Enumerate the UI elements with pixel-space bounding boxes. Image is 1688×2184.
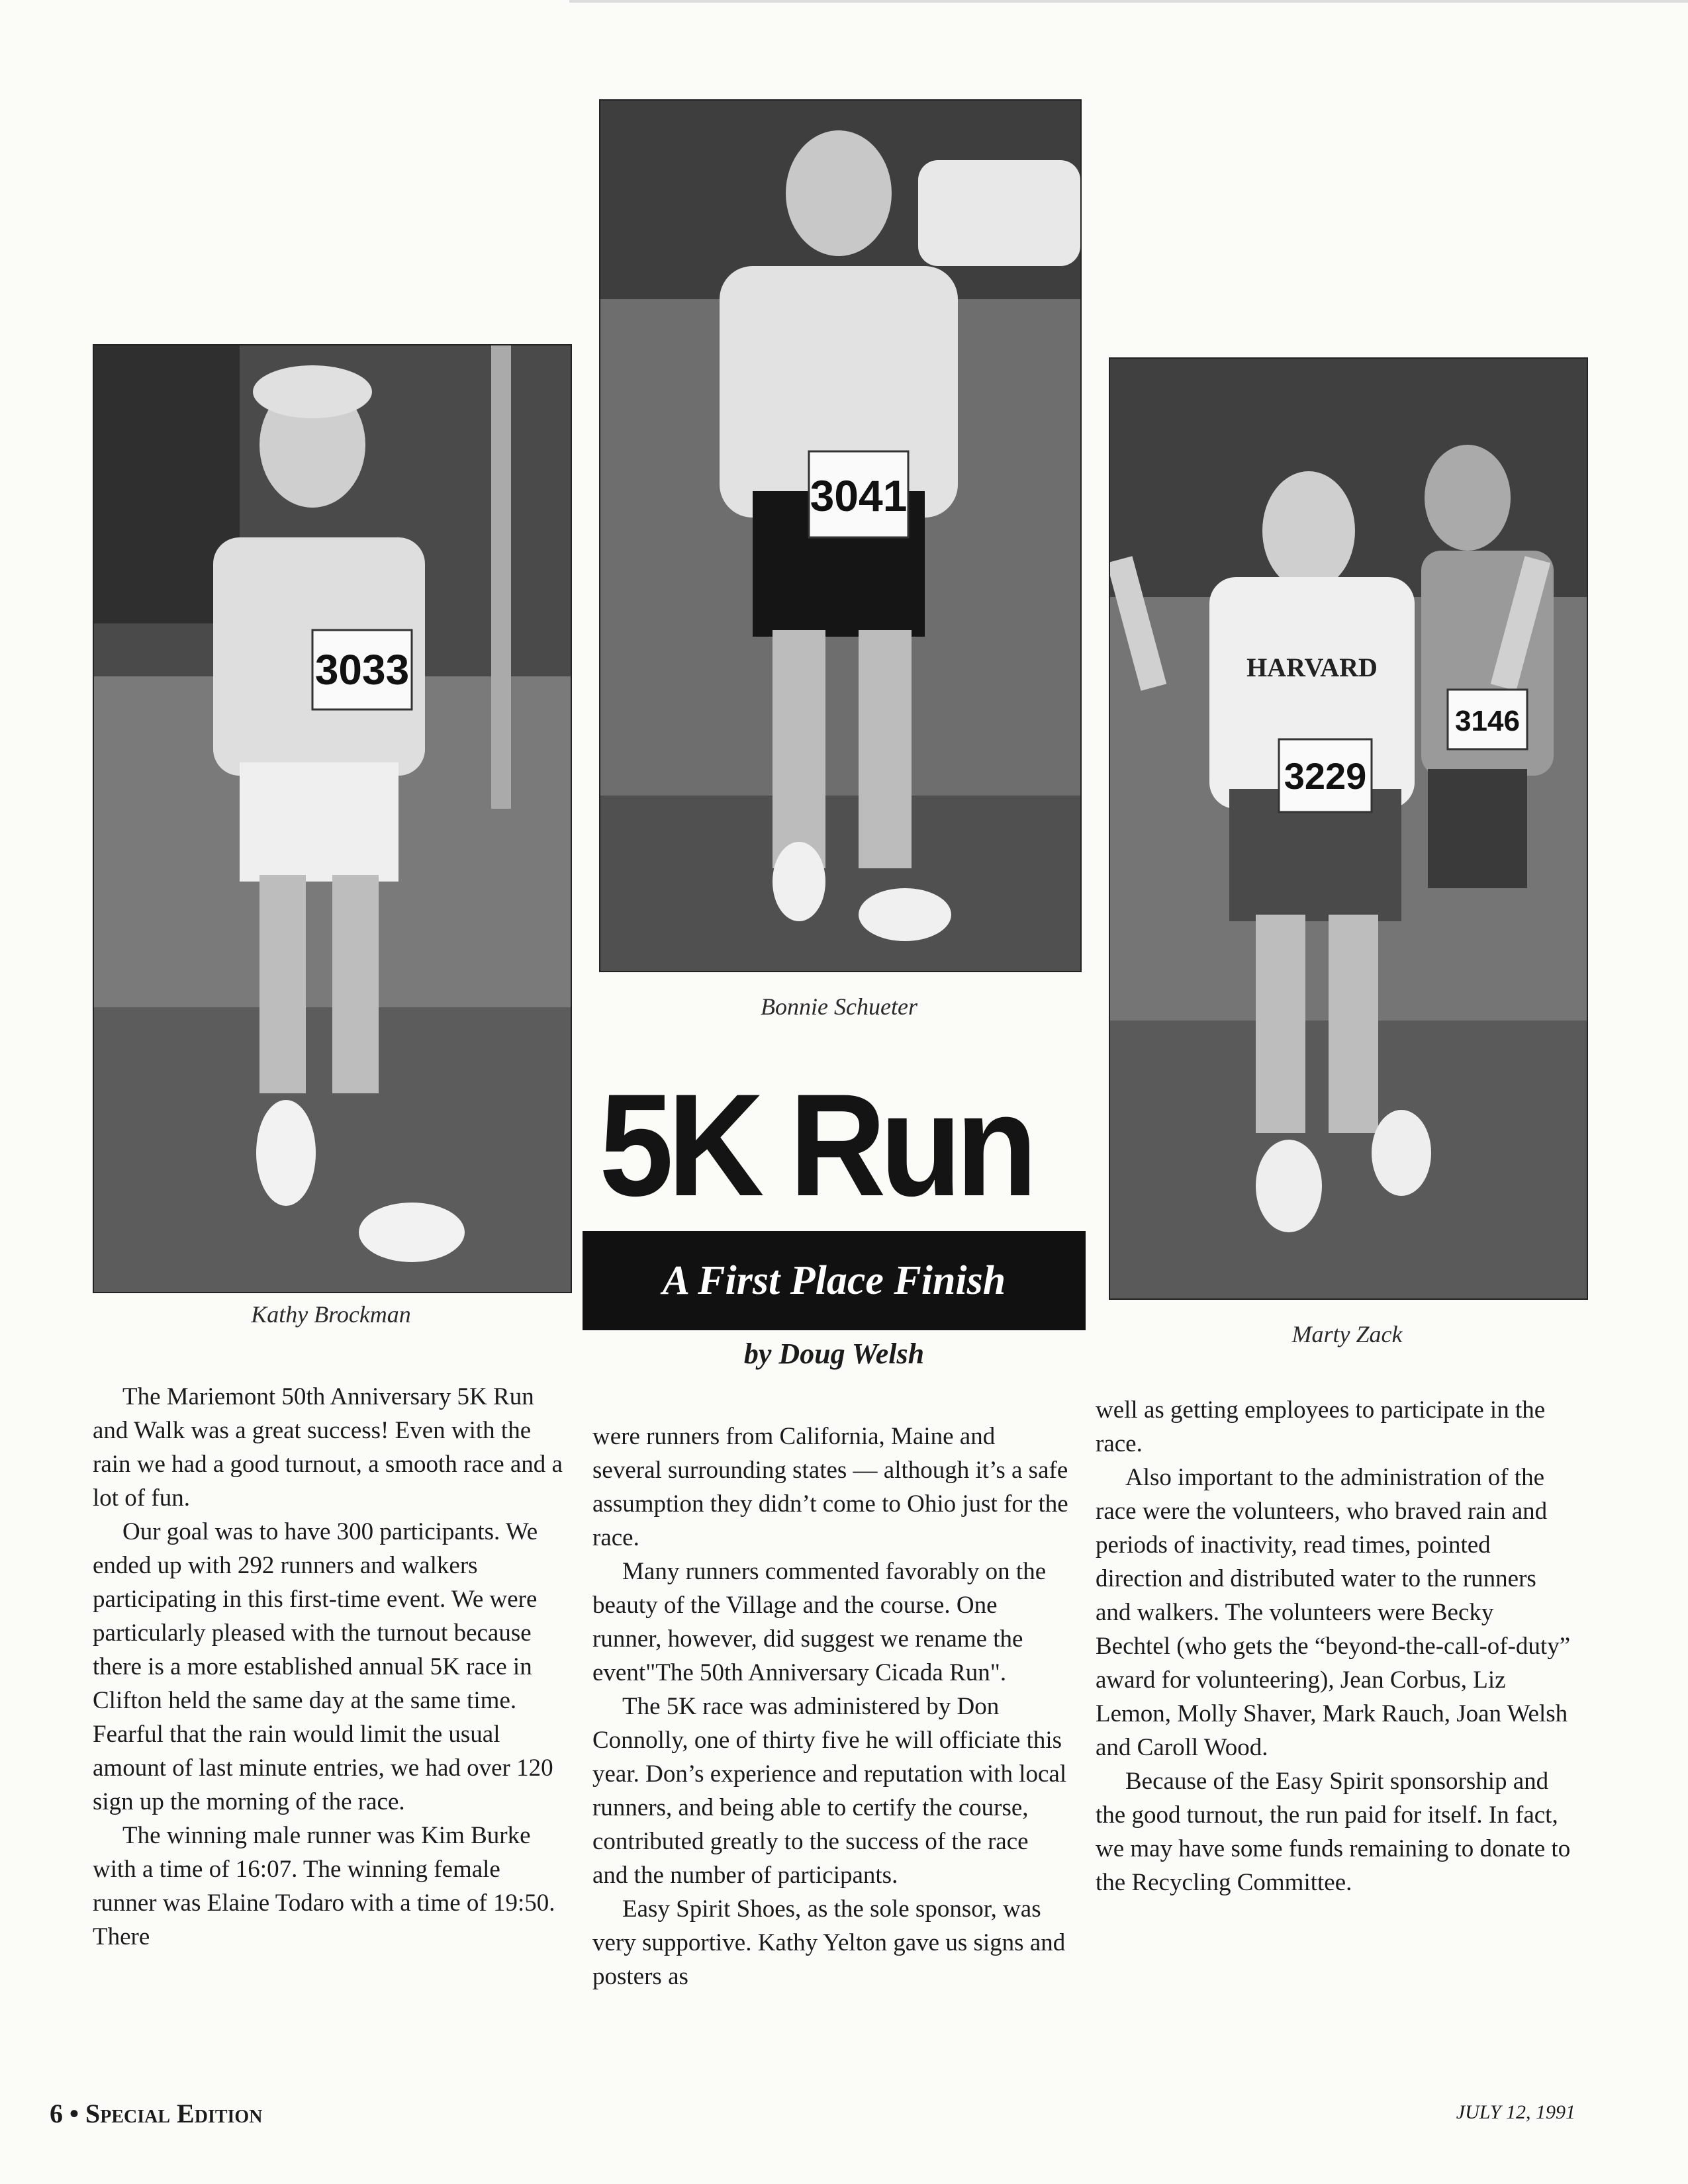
- subhead-text: A First Place Finish: [662, 1257, 1006, 1303]
- article-column-3: [1096, 1393, 1572, 1899]
- col1-paragraph-2: Our goal was to have 300 participants. We ended up with 292 runners and walkers participating in this first-time event. We were particularly pleased with the turnout because there is a more established annual 5K race in Clifton held the same day at the same time. Fearful that the rain would limit the usual amount of last minute entries, we had over 120 sign up the morning of the race.: [93, 1518, 553, 1815]
- col2-paragraph-1: were runners from California, Maine and several surrounding states — although it’s a safe assumption they didn’t come to Ohio just for the race.: [592, 1423, 1068, 1551]
- col2-paragraph-3: The 5K race was administered by Don Connolly, one of thirty five he will officiate this year. Don’s experience and reputation with local runners, and being able to certify the course, contributed greatly to the success of the race and the number of participants.: [592, 1693, 1067, 1889]
- photo-marty-zack: [1109, 357, 1588, 1300]
- col1-paragraph-3: The winning male runner was Kim Burke with a time of 16:07. The winning female runner was Elaine Todaro with a time of 19:50. There: [93, 1822, 555, 1950]
- footer-separator: •: [70, 2099, 79, 2128]
- article-headline: 5K Run: [599, 1064, 1032, 1226]
- article-subhead: [583, 1231, 1086, 1330]
- col2-paragraph-2: Many runners commented favorably on the beauty of the Village and the course. One runner, however, did suggest we rename the event"The 50th Anniversary Cicada Run".: [592, 1558, 1047, 1686]
- issue-date: JULY 12, 1991: [1456, 2101, 1575, 2123]
- shirt-lettering: HARVARD: [1246, 653, 1378, 682]
- photo-kathy-brockman: [93, 344, 572, 1293]
- col3-paragraph-2: Also important to the administration of the race were the volunteers, who braved rain and periods of inactivity, read times, pointed direction and distributed water to the runners and walkers. The volunteers were Becky Bechtel (who gets the “beyond-the-call-of-duty” award for volunteering), Jean Corbus, Liz Lemon, Molly Shaver, Mark Rauch, Joan Welsh and Caroll Wood.: [1096, 1464, 1571, 1761]
- bib-3033: 3033: [314, 646, 410, 694]
- col3-paragraph-1: well as getting employees to participate in the race.: [1096, 1396, 1546, 1457]
- article-column-2: [592, 1420, 1069, 1993]
- caption-marty-zack: Marty Zack: [1291, 1321, 1403, 1347]
- page-number: 6: [50, 2099, 63, 2128]
- col1-paragraph-1: The Mariemont 50th Anniversary 5K Run and Walk was a great success! Even with the rain we had a good turnout, a smooth race and a lot of fun.: [93, 1383, 563, 1512]
- caption-kathy-brockman: Kathy Brockman: [251, 1301, 411, 1328]
- col3-paragraph-3: Because of the Easy Spirit sponsorship and the good turnout, the run paid for itself. In fact, we may have some funds remaining to donate to the Recycling Committee.: [1096, 1768, 1571, 1896]
- photo-bonnie-schueter: [599, 99, 1082, 972]
- bib-3229: 3229: [1284, 755, 1367, 797]
- page-top-rule: [569, 0, 1688, 3]
- caption-bonnie-schueter: Bonnie Schueter: [761, 993, 917, 1020]
- article-byline: by Doug Welsh: [743, 1338, 925, 1370]
- bib-3041: 3041: [810, 471, 908, 520]
- article-column-1: [93, 1380, 563, 1954]
- bib-3146: 3146: [1455, 705, 1520, 737]
- page-footer-left: [50, 2098, 262, 2129]
- section-name: Special Edition: [85, 2099, 263, 2128]
- col2-paragraph-4: Easy Spirit Shoes, as the sole sponsor, was very supportive. Kathy Yelton gave us signs and posters as: [592, 1895, 1066, 1990]
